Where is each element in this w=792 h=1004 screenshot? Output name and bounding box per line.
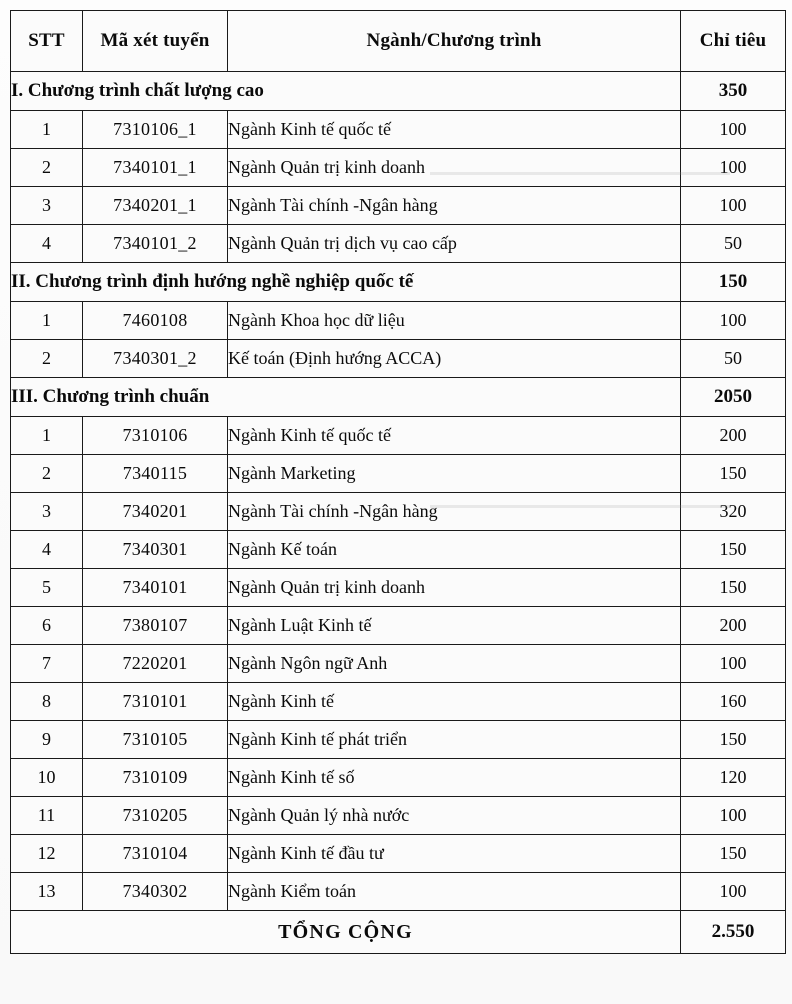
row-quota-cell: 200 [681,607,786,645]
total-row [11,911,786,954]
table-row [11,721,786,759]
row-program-cell: Ngành Kinh tế quốc tế [228,111,681,149]
row-program-cell: Ngành Tài chính -Ngân hàng [228,187,681,225]
row-quota-cell: 50 [681,340,786,378]
table-row [11,683,786,721]
row-index-cell: 1 [11,417,83,455]
row-program-cell: Ngành Kinh tế số [228,759,681,797]
row-code-cell: 7340201 [83,493,228,531]
section-quota-value: 350 [681,72,786,111]
section-quota-value: 150 [681,263,786,302]
row-index-cell: 3 [11,187,83,225]
row-quota-cell: 100 [681,645,786,683]
row-code-cell: 7340301 [83,531,228,569]
row-index-cell: 6 [11,607,83,645]
row-program-cell: Ngành Kế toán [228,531,681,569]
row-program-cell: Ngành Khoa học dữ liệu [228,302,681,340]
row-code-cell: 7340201_1 [83,187,228,225]
row-index-cell: 3 [11,493,83,531]
column-header-stt: STT [11,11,83,72]
table-row [11,645,786,683]
row-code-cell: 7310205 [83,797,228,835]
row-code-cell: 7340302 [83,873,228,911]
row-quota-cell: 150 [681,835,786,873]
row-quota-cell: 100 [681,797,786,835]
row-program-cell: Ngành Quản trị kinh doanh [228,149,681,187]
row-code-cell: 7310105 [83,721,228,759]
row-program-cell: Ngành Tài chính -Ngân hàng [228,493,681,531]
column-header-name: Ngành/Chương trình [228,11,681,72]
column-header-quota: Chỉ tiêu [681,11,786,72]
row-code-cell: 7340101 [83,569,228,607]
table-row [11,149,786,187]
total-label: TỔNG CỘNG [11,911,681,954]
row-quota-cell: 120 [681,759,786,797]
row-program-cell: Ngành Kinh tế quốc tế [228,417,681,455]
row-program-cell: Kế toán (Định hướng ACCA) [228,340,681,378]
row-quota-cell: 100 [681,111,786,149]
table-row [11,873,786,911]
total-quota-value: 2.550 [681,911,786,954]
table-row [11,493,786,531]
row-quota-cell: 150 [681,531,786,569]
section-heading: III. Chương trình chuẩn [11,378,681,417]
section-quota-value: 2050 [681,378,786,417]
row-program-cell: Ngành Quản trị dịch vụ cao cấp [228,225,681,263]
table-body [11,72,786,954]
row-code-cell: 7310106_1 [83,111,228,149]
table-row [11,797,786,835]
section-heading: I. Chương trình chất lượng cao [11,72,681,111]
column-header-code: Mã xét tuyển [83,11,228,72]
row-code-cell: 7460108 [83,302,228,340]
row-index-cell: 13 [11,873,83,911]
row-program-cell: Ngành Kinh tế đầu tư [228,835,681,873]
row-index-cell: 1 [11,302,83,340]
row-index-cell: 10 [11,759,83,797]
table-row [11,417,786,455]
row-index-cell: 9 [11,721,83,759]
table-row [11,569,786,607]
row-index-cell: 1 [11,111,83,149]
table-row [11,835,786,873]
table-row [11,302,786,340]
row-code-cell: 7310109 [83,759,228,797]
row-program-cell: Ngành Ngôn ngữ Anh [228,645,681,683]
row-index-cell: 7 [11,645,83,683]
row-program-cell: Ngành Kinh tế phát triển [228,721,681,759]
row-program-cell: Ngành Quản trị kinh doanh [228,569,681,607]
row-quota-cell: 150 [681,569,786,607]
row-index-cell: 2 [11,340,83,378]
row-index-cell: 4 [11,531,83,569]
table-header [11,11,786,72]
row-quota-cell: 50 [681,225,786,263]
row-code-cell: 7310101 [83,683,228,721]
table-row [11,759,786,797]
row-code-cell: 7340101_2 [83,225,228,263]
section-header-row [11,72,786,111]
row-index-cell: 5 [11,569,83,607]
section-heading: II. Chương trình định hướng nghề nghiệp quốc tế [11,263,681,302]
row-program-cell: Ngành Kinh tế [228,683,681,721]
row-index-cell: 8 [11,683,83,721]
row-code-cell: 7340115 [83,455,228,493]
row-program-cell: Ngành Quản lý nhà nước [228,797,681,835]
row-index-cell: 4 [11,225,83,263]
section-header-row [11,263,786,302]
row-quota-cell: 150 [681,721,786,759]
row-index-cell: 11 [11,797,83,835]
row-index-cell: 2 [11,455,83,493]
row-quota-cell: 100 [681,302,786,340]
table-row [11,340,786,378]
table-row [11,111,786,149]
table-row [11,531,786,569]
row-index-cell: 12 [11,835,83,873]
row-quota-cell: 100 [681,187,786,225]
row-quota-cell: 100 [681,149,786,187]
row-quota-cell: 200 [681,417,786,455]
admission-quota-table [10,10,786,954]
table-row [11,607,786,645]
row-quota-cell: 320 [681,493,786,531]
row-program-cell: Ngành Luật Kinh tế [228,607,681,645]
row-program-cell: Ngành Marketing [228,455,681,493]
row-code-cell: 7340301_2 [83,340,228,378]
section-header-row [11,378,786,417]
row-code-cell: 7310104 [83,835,228,873]
table-row [11,455,786,493]
row-quota-cell: 100 [681,873,786,911]
row-code-cell: 7310106 [83,417,228,455]
row-program-cell: Ngành Kiểm toán [228,873,681,911]
table-row [11,187,786,225]
row-quota-cell: 150 [681,455,786,493]
header-row [11,11,786,72]
row-code-cell: 7340101_1 [83,149,228,187]
row-code-cell: 7380107 [83,607,228,645]
row-quota-cell: 160 [681,683,786,721]
row-index-cell: 2 [11,149,83,187]
row-code-cell: 7220201 [83,645,228,683]
quota-table-container [10,10,785,954]
table-row [11,225,786,263]
